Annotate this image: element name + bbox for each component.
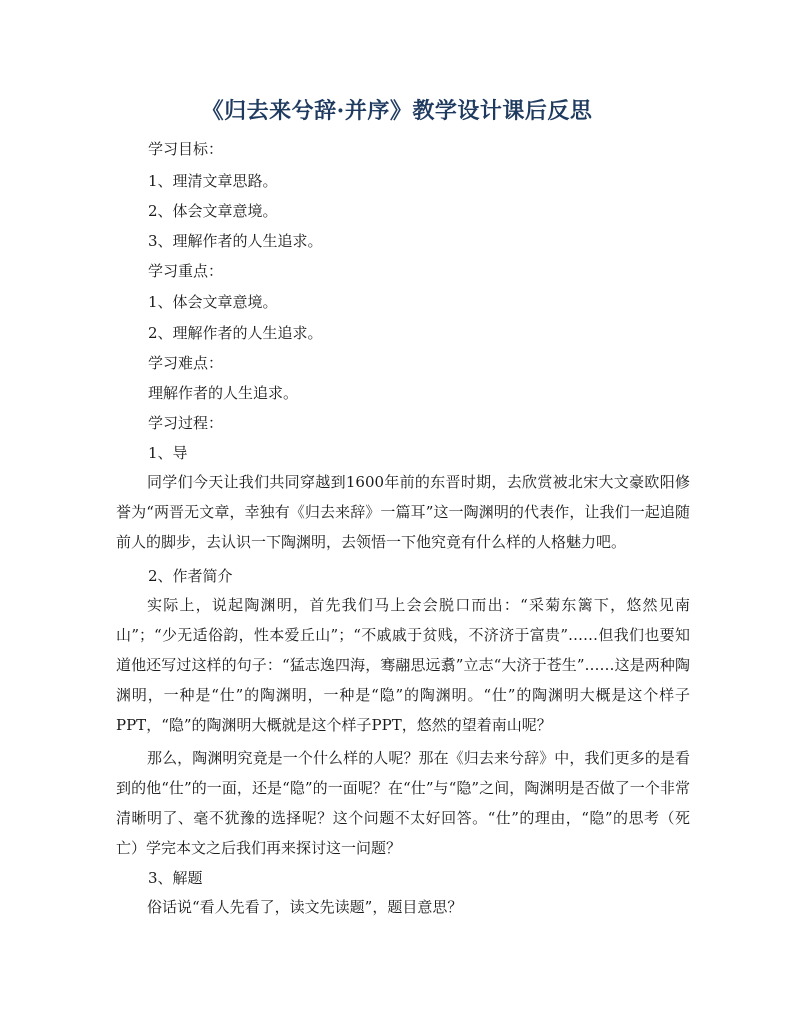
goal-item: 3、理解作者的人生追求。	[148, 232, 323, 250]
section2-heading: 2、作者简介	[148, 567, 233, 585]
key-point-item: 2、理解作者的人生追求。	[148, 324, 323, 342]
section2-paragraph-1: 实际上，说起陶渊明，首先我们马上会会脱口而出：“采菊东篱下，悠然见南山”；“少无适俗韵，性本爱丘山”；“不戚戚于贫贱，不济济于富贵”……但我们也要知道他还写过这样的句子：“猛志逸四海，骞翮思远翥”立志“大济于苍生”……这是两种陶渊明，一种是“仕”的陶渊明，一种是“隐”的陶渊明。“仕”的陶渊明大概是这个样子PPT，“隐”的陶渊明大概就是这个样子PPT，悠然的望着南山呢？	[116, 596, 690, 734]
document-title: 《归去来兮辞·并序》教学设计课后反思	[201, 98, 593, 124]
section2-paragraph-2: 那么，陶渊明究竟是一个什么样的人呢？那在《归去来兮辞》中，我们更多的是看到的他“仕”的一面，还是“隐”的一面呢？在“仕”与“隐”之间，陶渊明是否做了一个非常清晰明了、毫不犹豫的选择呢？这个问题不太好回答。“仕”的理由，“隐”的思考（死亡）学完本文之后我们再来探讨这一问题？	[116, 749, 690, 857]
section1-heading: 1、导	[148, 444, 188, 462]
section3-heading: 3、解题	[148, 869, 203, 887]
goal-item: 2、体会文章意境。	[148, 202, 278, 220]
section1-paragraph: 同学们今天让我们共同穿越到1600年前的东晋时期，去欣赏被北宋大文豪欧阳修誉为“两晋无文章，幸独有《归去来辞》一篇耳”这一陶渊明的代表作，让我们一起追随前人的脚步，去认识一下陶渊明，去领悟一下他究竟有什么样的人格魅力吧。	[116, 473, 690, 551]
goal-item: 1、理清文章思路。	[148, 172, 278, 190]
key-points-heading: 学习重点：	[148, 262, 224, 280]
key-point-item: 1、体会文章意境。	[148, 293, 278, 311]
difficulty-text: 理解作者的人生追求。	[148, 384, 299, 402]
difficulty-heading: 学习难点：	[148, 354, 224, 372]
goals-heading: 学习目标：	[148, 140, 224, 158]
process-heading: 学习过程：	[148, 414, 224, 432]
section3-paragraph: 俗话说“看人先看了，读文先读题”，题目意思？	[147, 898, 463, 916]
